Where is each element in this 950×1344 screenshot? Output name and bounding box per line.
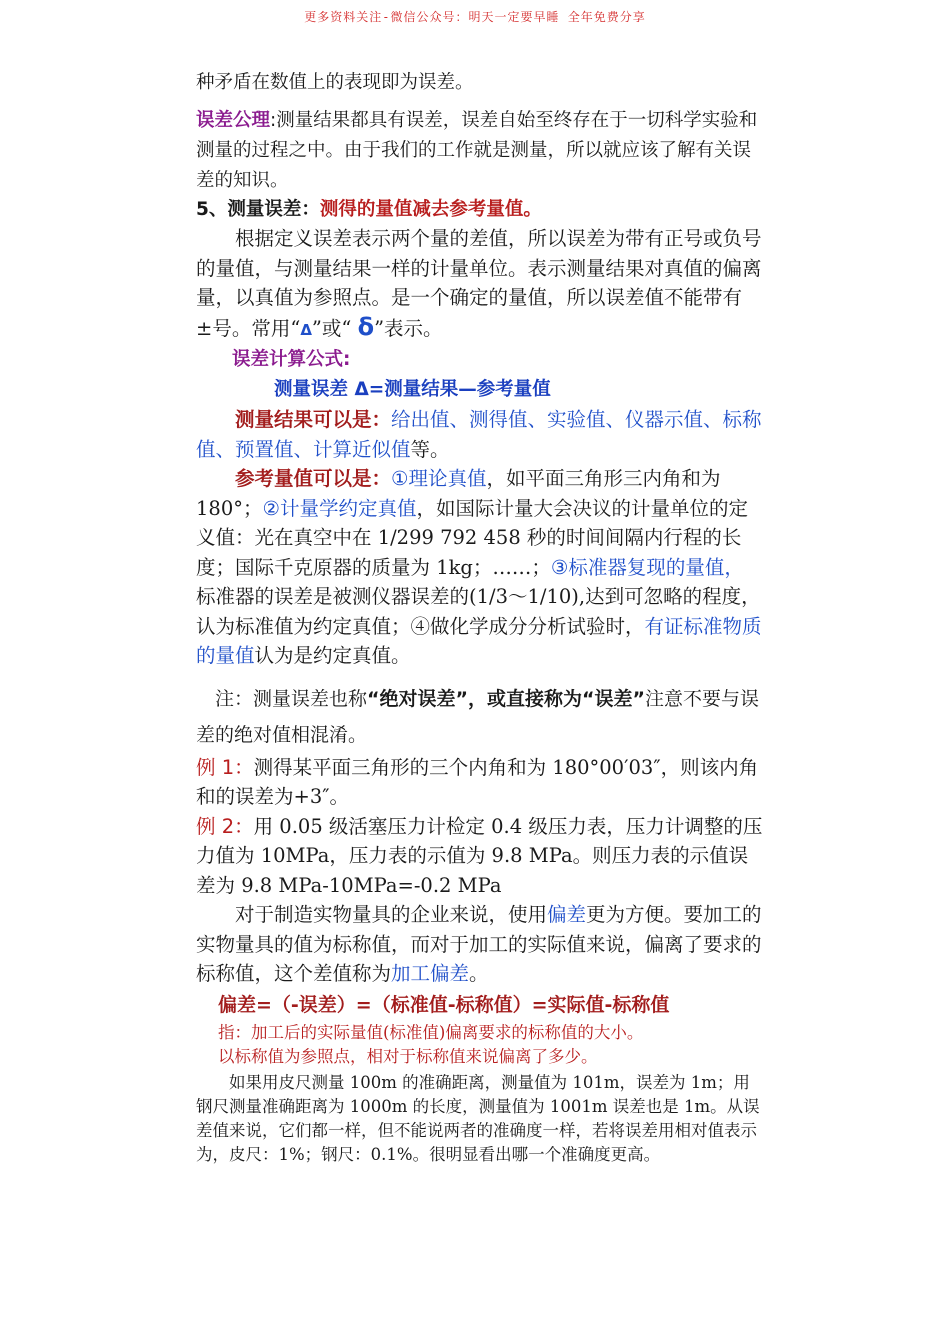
error-axiom	[196, 106, 766, 196]
deviation-mid: 更为方便。要加工的实物量具的值为标称值，而对于加工的实际值来说，偏离了要求的标称值，这个差值称为	[196, 903, 762, 985]
delta-small-symbol: Δ	[300, 320, 312, 339]
delta-big-symbol: δ	[357, 312, 375, 341]
reference-value-paragraph	[196, 464, 766, 671]
note-paragraph	[196, 681, 766, 753]
ref-item-4-pre: ④做化学成分分析试验时，	[410, 614, 645, 638]
example-2-label: 例 2：	[196, 814, 254, 838]
definition-mid: ”或“	[311, 316, 358, 340]
ref-item-4: 有证标准物质的量值	[196, 614, 762, 667]
ref-item-3: ③标准器复现的量值，	[550, 555, 744, 579]
section-5-heading	[196, 196, 766, 224]
note-pre: 注：测量误差也称	[215, 687, 368, 710]
deviation-end: 。	[469, 962, 489, 985]
section-5-number: 5、测量误差：	[196, 199, 320, 220]
example-1-text: 测得某平面三角形的三个内角和为 180°00′03″，则该内角和的误差为+3″。	[196, 755, 759, 808]
deviation-term: 偏差	[547, 903, 587, 926]
ref-item-1: ①理论真值	[391, 467, 487, 490]
ref-item-3-text: 标准器的误差是被测仪器误差的(1/3～1/10),达到可忽略的程度，认为标准值为约定真值；	[196, 585, 761, 638]
deviation-note-2: 以标称值为参照点，相对于标称值来说偏离了多少。	[218, 1046, 598, 1066]
section-5-definition: 测得的量值减去参考量值。	[319, 199, 542, 220]
ref-item-1-text: ，如平面三角形三内角和为 180°；	[196, 467, 721, 520]
ref-item-4-text: 认为是约定真值。	[254, 644, 411, 667]
processing-deviation-term: 加工偏差	[391, 962, 470, 985]
deviation-pre: 对于制造实物量具的企业来说，使用	[235, 903, 548, 926]
note-post: 注意不要与误差的绝对值相混淆。	[196, 687, 759, 746]
error-definition-paragraph	[196, 224, 766, 345]
ref-label: 参考量值可以是：	[235, 467, 392, 490]
example-1-label: 例 1：	[196, 755, 254, 779]
formula-label: 误差计算公式:	[232, 349, 351, 370]
example-1	[196, 753, 766, 812]
page-header-banner: 更多资料关注-微信公众号：明天一定要早睡 全年免费分享	[304, 10, 646, 24]
axiom-label: 误差公理	[196, 110, 271, 131]
note-terms: “绝对误差”，或直接称为“误差”	[367, 687, 645, 710]
intro-line: 种矛盾在数值上的表现即为误差。	[196, 72, 474, 93]
axiom-text: :测量结果都具有误差，误差自始至终存在于一切科学实验和测量的过程之中。由于我们的工作就是测量，所以就应该了解有关误差的知识。	[196, 110, 758, 191]
definition-end: ”表示。	[374, 316, 443, 340]
example-2-text: 用 0.05 级活塞压力计检定 0.4 级压力表，压力计调整的压力值为 10MPa，压力表的示值为 9.8 MPa。则压力表的示值误差为 9.8 MPa-10MPa=-0.2 MPa	[196, 814, 763, 897]
document-body	[196, 68, 766, 1167]
deviation-paragraph	[196, 900, 766, 989]
result-label: 测量结果可以是：	[235, 408, 392, 431]
result-values: 给出值、测得值、实验值、仪器示值、标称值、预置值、计算近似值	[196, 408, 762, 461]
result-can-be	[196, 405, 766, 464]
formula-expression: 测量误差 Δ=测量结果—参考量值	[274, 379, 551, 400]
definition-text: 根据定义误差表示两个量的差值，所以误差为带有正号或负号的量值，与测量结果一样的计量单位。表示测量结果对真值的偏离量，以真值为参照点。是一个确定的量值，所以误差值不能带有±号。常用“	[196, 227, 762, 340]
relative-error-paragraph: 如果用皮尺测量 100m 的准确距离，测量值为 101m，误差为 1m；用钢尺测量准确距离为 1000m 的长度，测量值为 1001m 误差也是 1m。从误差值来说，它们都一样，但不能说两者的准确度一样，若将误差用相对值表示为，皮尺：1%；钢尺：0.1%。很明显看出哪一个准确度更高。	[196, 1072, 760, 1164]
deviation-note-1: 指：加工后的实际量值(标准值)偏离要求的标称值的大小。	[218, 1022, 644, 1042]
ref-item-2-text: ，如国际计量大会决议的计量单位的定义值：光在真空中在 1/299 792 458 秒的时间间隔内行程的长度；国际千克原器的质量为 1kg；……；	[196, 496, 748, 579]
ref-item-2: ②计量学约定真值	[262, 496, 417, 520]
example-2	[196, 812, 766, 901]
result-end: 等。	[410, 437, 450, 461]
deviation-formula: 偏差=（-误差）=（标准值-标称值）=实际值-标称值	[218, 993, 670, 1016]
